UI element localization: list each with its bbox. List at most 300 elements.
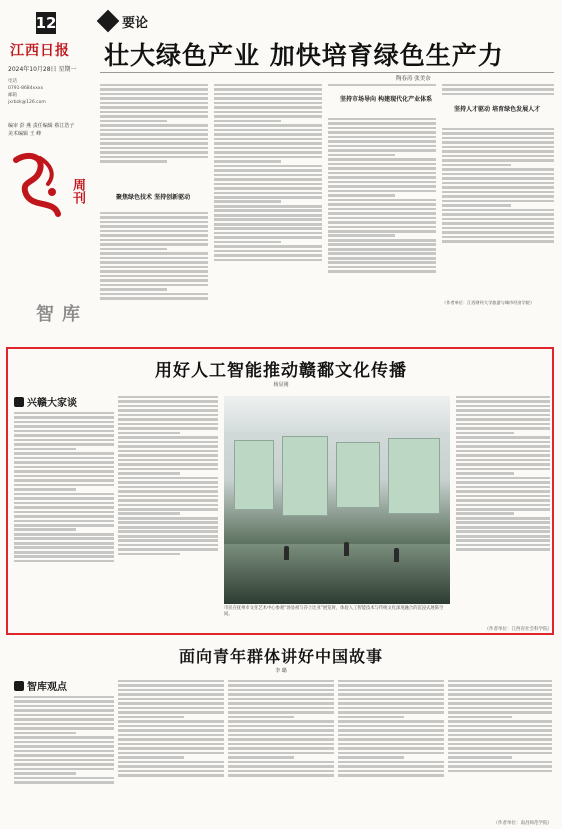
text-line — [14, 542, 114, 545]
text-line — [100, 138, 208, 141]
text-line — [456, 409, 550, 412]
subhead: 聚焦绿色技术 坚持创新驱动 — [116, 194, 191, 201]
text-line — [338, 702, 444, 705]
text-line — [228, 774, 334, 777]
text-line — [456, 423, 550, 426]
text-line — [448, 734, 552, 737]
text-line — [100, 243, 208, 246]
text-line — [118, 738, 224, 741]
text-line — [214, 88, 322, 91]
body-text — [328, 82, 436, 94]
text-line — [448, 702, 552, 705]
text-line — [442, 146, 554, 149]
text-line — [100, 212, 208, 215]
text-line — [118, 463, 218, 466]
text-line — [214, 97, 322, 100]
text-line — [228, 711, 334, 714]
text-line — [118, 684, 224, 687]
text-line — [456, 544, 550, 547]
text-line — [214, 142, 322, 145]
text-line — [338, 680, 444, 683]
text-line — [456, 508, 550, 511]
text-line — [100, 225, 208, 228]
text-line — [442, 159, 554, 162]
text-line — [118, 716, 184, 719]
text-line — [14, 448, 76, 451]
text-line — [456, 432, 514, 435]
text-line — [100, 160, 167, 163]
text-line — [338, 689, 444, 692]
body-text — [100, 210, 208, 340]
text-line — [14, 466, 114, 469]
text-line — [214, 214, 322, 217]
text-line — [328, 194, 395, 197]
exhibition-photo — [224, 396, 450, 604]
text-line — [100, 270, 208, 273]
text-line — [456, 445, 550, 448]
text-line — [338, 756, 404, 759]
text-line — [118, 693, 224, 696]
text-line — [14, 506, 114, 509]
text-line — [118, 423, 218, 426]
text-line — [456, 512, 514, 515]
text-line — [442, 222, 554, 225]
text-line — [442, 141, 554, 144]
text-line — [328, 257, 436, 260]
text-line — [118, 481, 218, 484]
text-line — [214, 245, 322, 248]
text-line — [214, 254, 322, 257]
text-line — [456, 530, 550, 533]
text-line — [118, 702, 224, 705]
subhead: 坚持人才驱动 培育绿色发展人才 — [454, 106, 541, 113]
text-line — [338, 770, 444, 773]
text-line — [228, 761, 334, 764]
text-line — [100, 120, 167, 123]
text-line — [214, 250, 322, 253]
text-line — [100, 216, 208, 219]
author-note: （作者单位：南昌师范学院） — [493, 821, 552, 826]
text-line — [442, 191, 554, 194]
text-line — [456, 495, 550, 498]
text-line — [118, 441, 218, 444]
author-note: （作者单位：江西省社会科学院） — [484, 627, 552, 632]
text-line — [338, 774, 444, 777]
text-line — [448, 693, 552, 696]
feature-byline: 杨显刚 — [273, 382, 289, 388]
text-line — [14, 528, 76, 531]
text-line — [456, 396, 550, 399]
contact-block — [8, 78, 92, 106]
text-line — [228, 770, 334, 773]
text-line — [448, 698, 552, 701]
xuesi-seal-icon — [10, 150, 66, 222]
text-line — [456, 526, 550, 529]
text-line — [14, 759, 114, 762]
text-line — [328, 243, 436, 246]
text-line — [338, 698, 444, 701]
text-line — [448, 752, 552, 755]
text-line — [448, 747, 552, 750]
text-line — [118, 752, 224, 755]
text-line — [118, 711, 224, 714]
text-line — [214, 196, 322, 199]
text-line — [14, 425, 114, 428]
text-line — [118, 436, 218, 439]
text-line — [328, 181, 436, 184]
text-line — [100, 261, 208, 264]
text-line — [14, 493, 114, 496]
text-line — [14, 421, 114, 424]
text-line — [118, 405, 218, 408]
text-line — [328, 172, 436, 175]
text-line — [448, 729, 552, 732]
text-line — [100, 234, 208, 237]
text-line — [442, 236, 554, 239]
text-line — [100, 257, 208, 260]
text-line — [100, 147, 208, 150]
text-line — [338, 725, 444, 728]
text-line — [456, 400, 550, 403]
text-line — [118, 427, 218, 430]
text-line — [14, 479, 114, 482]
contact-label: 电话 — [8, 79, 17, 84]
text-line — [118, 774, 224, 777]
text-line — [100, 221, 208, 224]
text-line — [100, 111, 208, 114]
text-line — [338, 747, 444, 750]
text-line — [14, 696, 114, 699]
section-label: 兴赣大家谈 — [27, 398, 77, 409]
text-line — [14, 430, 114, 433]
section-label: 要论 — [122, 15, 149, 31]
text-line — [118, 698, 224, 701]
text-line — [328, 136, 436, 139]
text-line — [14, 470, 114, 473]
subhead: 坚持市场导向 构建现代化产业体系 — [340, 96, 433, 103]
text-line — [214, 129, 322, 132]
text-line — [456, 405, 550, 408]
text-line — [118, 680, 224, 683]
text-line — [14, 763, 114, 766]
text-line — [456, 450, 550, 453]
text-line — [214, 111, 322, 114]
contact-line: 0791-8684xxxx — [8, 86, 44, 91]
text-line — [228, 756, 294, 759]
text-line — [328, 185, 436, 188]
supplement-label: 智库 — [36, 304, 88, 325]
text-line — [100, 133, 208, 136]
text-line — [118, 720, 224, 723]
text-line — [214, 192, 322, 195]
text-line — [14, 745, 114, 748]
text-line — [228, 738, 334, 741]
text-line — [214, 124, 322, 127]
text-line — [456, 472, 514, 475]
text-line — [14, 718, 114, 721]
text-line — [442, 173, 554, 176]
text-line — [118, 756, 184, 759]
text-line — [14, 768, 114, 771]
body-text — [456, 394, 550, 620]
lower-headline: 面向青年群体讲好中国故事 — [178, 647, 383, 666]
text-line — [14, 488, 76, 491]
text-line — [456, 477, 550, 480]
text-line — [442, 200, 554, 203]
text-line — [118, 747, 224, 750]
text-line — [328, 154, 395, 157]
text-line — [14, 461, 114, 464]
text-line — [328, 145, 436, 148]
text-line — [456, 468, 550, 471]
text-line — [456, 490, 550, 493]
text-line — [118, 512, 180, 515]
text-line — [448, 770, 552, 773]
contact-line: 邮箱 — [8, 93, 17, 98]
text-line — [338, 765, 444, 768]
body-text — [338, 678, 444, 824]
text-line — [214, 187, 322, 190]
text-line — [214, 120, 281, 123]
text-line — [14, 537, 114, 540]
text-line — [328, 131, 436, 134]
text-line — [118, 468, 218, 471]
text-line — [14, 700, 114, 703]
text-line — [328, 239, 436, 242]
text-line — [118, 729, 224, 732]
text-line — [328, 158, 436, 161]
section-tag-xinggan — [14, 394, 77, 409]
feature-headline: 用好人工智能推动赣鄱文化传播 — [155, 361, 407, 381]
text-line — [118, 535, 218, 538]
text-line — [118, 472, 180, 475]
text-line — [118, 450, 218, 453]
text-line — [456, 414, 550, 417]
text-line — [448, 711, 552, 714]
body-text — [228, 678, 334, 824]
text-line — [118, 743, 224, 746]
text-line — [118, 414, 218, 417]
text-line — [338, 738, 444, 741]
text-line — [228, 689, 334, 692]
text-line — [228, 729, 334, 732]
page-number: 12 — [35, 14, 57, 32]
text-line — [214, 218, 322, 221]
text-line — [118, 526, 218, 529]
text-line — [456, 521, 550, 524]
text-line — [338, 720, 444, 723]
text-line — [228, 725, 334, 728]
text-line — [214, 241, 281, 244]
text-line — [442, 88, 554, 91]
text-line — [100, 156, 208, 159]
text-line — [214, 138, 322, 141]
body-text — [14, 694, 114, 824]
text-line — [214, 259, 322, 262]
text-line — [14, 443, 114, 446]
text-line — [228, 743, 334, 746]
text-line — [214, 84, 322, 87]
text-line — [100, 97, 208, 100]
text-line — [442, 150, 554, 153]
newspaper-logo: 江西日报 — [10, 43, 70, 59]
text-line — [228, 707, 334, 710]
text-line — [14, 533, 114, 536]
text-line — [100, 252, 208, 255]
text-line — [456, 504, 550, 507]
text-line — [214, 232, 322, 235]
text-line — [328, 84, 436, 87]
text-line — [14, 416, 114, 419]
text-line — [14, 551, 114, 554]
text-line — [214, 223, 322, 226]
body-text — [14, 410, 114, 630]
text-line — [118, 761, 224, 764]
text-line — [14, 555, 114, 558]
text-line — [328, 176, 436, 179]
text-line — [14, 736, 114, 739]
text-line — [442, 204, 511, 207]
contact-line: jxrbzk@126.com — [8, 100, 46, 105]
text-line — [228, 765, 334, 768]
text-line — [228, 747, 334, 750]
weekly-label: 周刊 — [70, 178, 85, 204]
text-line — [14, 475, 114, 478]
text-line — [118, 454, 218, 457]
text-line — [14, 497, 114, 500]
text-line — [328, 234, 395, 237]
text-line — [456, 548, 550, 551]
text-line — [228, 716, 294, 719]
text-line — [442, 195, 554, 198]
text-line — [228, 684, 334, 687]
text-line — [14, 484, 114, 487]
text-line — [214, 236, 322, 239]
text-line — [214, 178, 322, 181]
text-line — [442, 240, 554, 243]
text-line — [214, 169, 322, 172]
text-line — [328, 127, 436, 130]
text-line — [118, 490, 218, 493]
text-line — [14, 714, 114, 717]
text-line — [456, 454, 550, 457]
text-line — [442, 213, 554, 216]
text-line — [214, 93, 322, 96]
text-line — [338, 707, 444, 710]
text-line — [448, 756, 512, 759]
text-line — [14, 777, 114, 780]
section-label: 智库观点 — [27, 682, 67, 693]
text-line — [228, 698, 334, 701]
text-line — [328, 248, 436, 251]
text-line — [14, 750, 114, 753]
text-line — [100, 279, 208, 282]
text-line — [118, 508, 218, 511]
text-line — [100, 288, 167, 291]
text-line — [328, 163, 436, 166]
photo-caption: 市民在抚州市文化艺术中心参观“汤显祖与莎士比亚”展览时，体验人工智能技术与传统文化深度融合的沉浸式展陈空间。 — [224, 606, 444, 617]
text-line — [448, 765, 552, 768]
text-line — [100, 142, 208, 145]
text-line — [14, 546, 114, 549]
text-line — [100, 88, 208, 91]
text-line — [338, 743, 444, 746]
text-line — [328, 270, 436, 273]
text-line — [100, 151, 208, 154]
text-line — [14, 723, 114, 726]
text-line — [100, 129, 208, 132]
text-line — [100, 284, 208, 287]
text-line — [228, 680, 334, 683]
text-line — [14, 439, 114, 442]
text-line — [214, 102, 322, 105]
text-line — [328, 122, 436, 125]
text-line — [118, 521, 218, 524]
text-line — [448, 684, 552, 687]
body-text — [442, 82, 554, 104]
text-line — [214, 147, 322, 150]
text-line — [442, 84, 554, 87]
text-line — [456, 463, 550, 466]
text-line — [456, 486, 550, 489]
text-line — [448, 680, 552, 683]
text-line — [118, 725, 224, 728]
text-line — [14, 741, 114, 744]
section-tag-yaolun — [100, 10, 148, 32]
text-line — [214, 106, 322, 109]
text-line — [118, 765, 224, 768]
text-line — [118, 486, 218, 489]
top-headline: 壮大绿色产业 加快培育绿色生产力 — [104, 41, 504, 70]
text-line — [328, 261, 436, 264]
text-line — [214, 151, 322, 154]
section-icon — [14, 397, 24, 407]
issue-date: 2024年10月28日 星期一 — [8, 66, 77, 73]
text-line — [118, 418, 218, 421]
text-line — [118, 517, 218, 520]
text-line — [338, 711, 444, 714]
text-line — [456, 441, 550, 444]
text-line — [118, 734, 224, 737]
text-line — [100, 124, 208, 127]
text-line — [14, 754, 114, 757]
text-line — [118, 530, 218, 533]
text-line — [456, 459, 550, 462]
text-line — [14, 515, 114, 518]
body-text — [442, 126, 554, 296]
text-line — [214, 227, 322, 230]
text-line — [214, 209, 322, 212]
text-line — [328, 190, 436, 193]
text-line — [118, 544, 218, 547]
text-line — [14, 781, 114, 784]
text-line — [14, 732, 76, 735]
text-line — [100, 297, 208, 300]
text-line — [14, 520, 114, 523]
text-line — [456, 517, 550, 520]
text-line — [118, 689, 224, 692]
text-line — [14, 727, 114, 730]
text-line — [14, 705, 114, 708]
text-line — [448, 738, 552, 741]
text-line — [328, 118, 436, 121]
top-byline: 陶春涛 张美奈 — [396, 76, 431, 82]
text-line — [328, 217, 436, 220]
text-line — [328, 149, 436, 152]
divider — [100, 72, 554, 73]
text-line — [100, 93, 208, 96]
text-line — [338, 761, 444, 764]
